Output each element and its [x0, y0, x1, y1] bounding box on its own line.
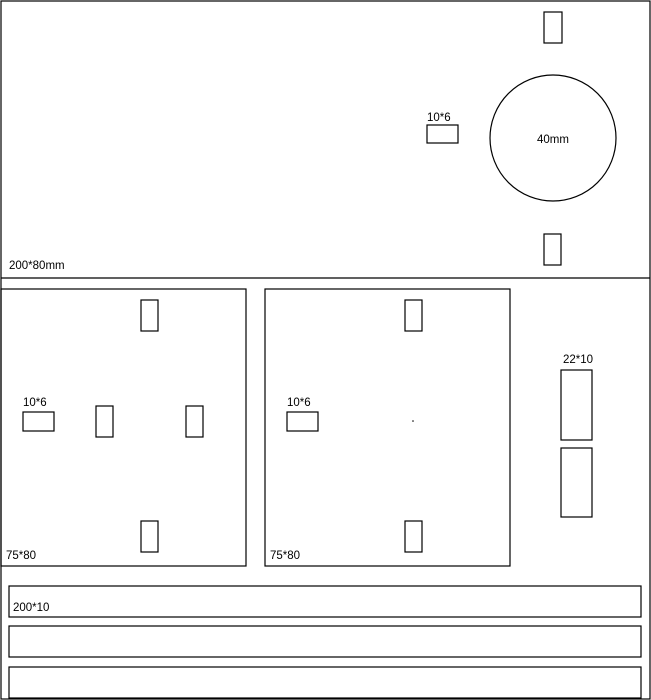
right-panel-slot-top	[405, 300, 422, 331]
left-panel-slot-label: 10*6	[23, 397, 47, 409]
strip-3	[9, 667, 641, 698]
right-panel-slot-side	[287, 412, 318, 431]
left-panel-slot-inner-left	[96, 406, 113, 437]
side-pieces	[561, 354, 593, 517]
side-piece-upper	[561, 370, 592, 440]
left-panel	[1, 289, 246, 566]
left-panel-outline	[1, 289, 246, 566]
left-panel-slot-inner-right	[186, 406, 203, 437]
left-panel-slot-bottom	[141, 521, 158, 552]
top-panel-slot-upper	[544, 12, 562, 43]
right-panel-slot-label: 10*6	[287, 397, 311, 409]
right-panel-size-label: 75*80	[270, 550, 301, 562]
right-panel-outline	[265, 289, 510, 566]
left-panel-slot-top	[141, 300, 158, 331]
right-panel-center-mark	[412, 420, 414, 422]
top-panel-size-label: 200*80mm	[9, 260, 65, 272]
strip-2	[9, 626, 641, 657]
sheet-border	[1, 1, 650, 699]
side-piece-lower	[561, 448, 592, 517]
top-panel-slot-label: 10*6	[427, 112, 451, 124]
right-panel	[265, 289, 510, 566]
left-panel-slot-side	[23, 412, 54, 431]
strip-label: 200*10	[13, 602, 50, 614]
strip-1	[9, 586, 641, 617]
top-panel-slot-side	[427, 125, 458, 143]
right-panel-slot-bottom	[405, 521, 422, 552]
left-panel-size-label: 75*80	[6, 550, 37, 562]
top-panel-slot-lower	[544, 234, 561, 265]
side-piece-label: 22*10	[563, 354, 594, 366]
round-hole-label: 40mm	[537, 134, 569, 146]
top-panel	[9, 12, 616, 272]
strips	[9, 586, 641, 698]
